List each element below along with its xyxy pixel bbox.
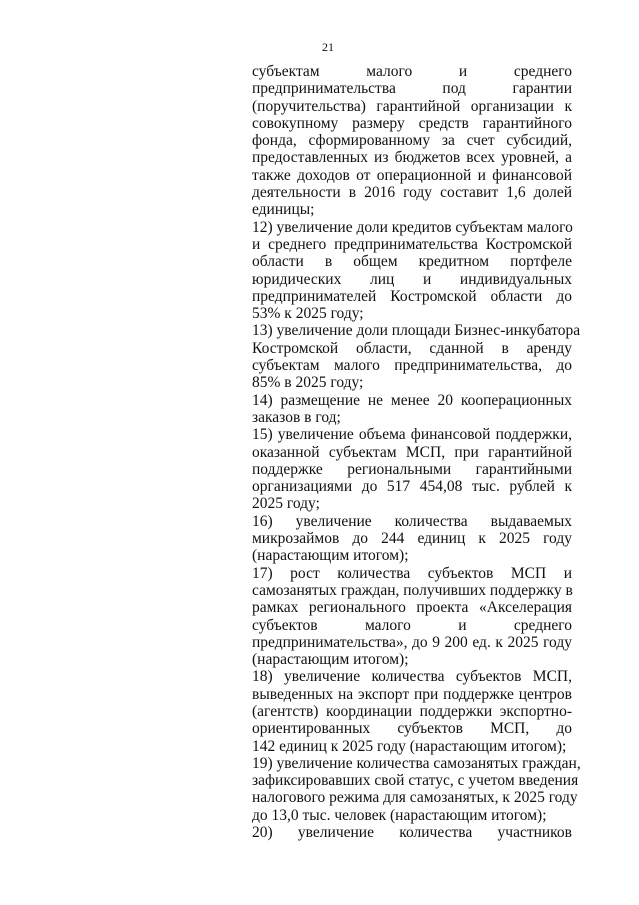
paragraph (252, 668, 572, 754)
text-line: субъектам малого предпринимательства, до (252, 357, 572, 375)
text-line: ориентированных субъектов МСП, до (252, 720, 572, 738)
text-line: 85% в 2025 году; (252, 374, 364, 392)
text-line: Костромской области, сданной в аренду (252, 339, 572, 357)
text-line: предоставленных из бюджетов всех уровней, а (252, 149, 572, 167)
text-line: 19) увеличение количества самозанятых граждан, (252, 754, 581, 772)
text-line: 142 единиц к 2025 году (нарастающим итогом); (252, 737, 567, 755)
text-line: 15) увеличение объема финансовой поддержки, (252, 426, 572, 444)
text-line: 20) увеличение количества участников (252, 824, 572, 842)
text-line: налогового режима для самозанятых, к 2025 году (252, 789, 578, 807)
text-line: 16) увеличение количества выдаваемых (252, 512, 572, 530)
text-line: рамках регионального проекта «Акселерация (252, 599, 572, 617)
text-line: и среднего предпринимательства Костромской (252, 235, 572, 253)
paragraph (252, 754, 581, 824)
text-line: 14) размещение не менее 20 кооперационных (252, 391, 572, 409)
text-line: субъектов малого и среднего (252, 616, 572, 634)
text-line: субъектам малого и среднего (252, 63, 572, 80)
text-line: поддержке региональными гарантийными (252, 460, 572, 478)
text-line: области в общем кредитном портфеле (252, 253, 572, 271)
paragraph (252, 63, 572, 219)
text-line: 13) увеличение доли площади Бизнес-инкубатора (252, 322, 581, 340)
body-text (252, 63, 581, 842)
text-line: (агентств) координации поддержки экспортно- (252, 702, 572, 720)
text-line: фонда, сформированному за счет субсидий, (252, 132, 572, 150)
text-line: самозанятых граждан, получивших поддержку в (252, 581, 573, 599)
paragraph (252, 322, 581, 392)
text-line: предпринимательства под гарантии (252, 80, 572, 98)
text-line: зафиксировавших свой статус, с учетом введения (252, 772, 579, 790)
text-line: 53% к 2025 году; (252, 305, 364, 323)
text-line: выведенных на экспорт при поддержке центров (252, 685, 572, 703)
text-line: 18) увеличение количества субъектов МСП, (252, 668, 572, 686)
paragraph (252, 392, 572, 427)
text-line: до 13,0 тыс. человек (нарастающим итогом); (252, 806, 547, 824)
page-number: 21 (322, 40, 334, 54)
paragraph (252, 219, 572, 323)
text-line: микрозаймов до 244 единиц к 2025 году (252, 530, 572, 548)
text-line: 17) рост количества субъектов МСП и (252, 564, 572, 582)
text-line: предпринимателей Костромской области до (252, 287, 572, 305)
text-line: заказов в год; (252, 408, 341, 426)
text-line: (нарастающим итогом); (252, 547, 409, 565)
text-line: деятельности в 2016 году составит 1,6 долей (252, 184, 572, 202)
text-line: 12) увеличение доли кредитов субъектам малого (252, 218, 573, 236)
paragraph (252, 824, 572, 841)
text-line: оказанной субъектам МСП, при гарантийной (252, 443, 572, 461)
paragraph (252, 513, 572, 565)
paragraph (252, 565, 572, 669)
text-line: (нарастающим итогом); (252, 651, 409, 669)
text-line: предпринимательства», до 9 200 ед. к 2025 году (252, 633, 572, 651)
text-line: единицы; (252, 201, 315, 219)
text-line: также доходов от операционной и финансовой (252, 166, 572, 184)
paragraph (252, 426, 572, 512)
text-line: совокупному размеру средств гарантийного (252, 114, 572, 132)
text-line: (поручительства) гарантийной организации к (252, 97, 572, 115)
text-line: юридических лиц и индивидуальных (252, 270, 572, 288)
text-line: 2025 году; (252, 495, 320, 513)
text-line: организациями до 517 454,08 тыс. рублей к (252, 478, 572, 496)
